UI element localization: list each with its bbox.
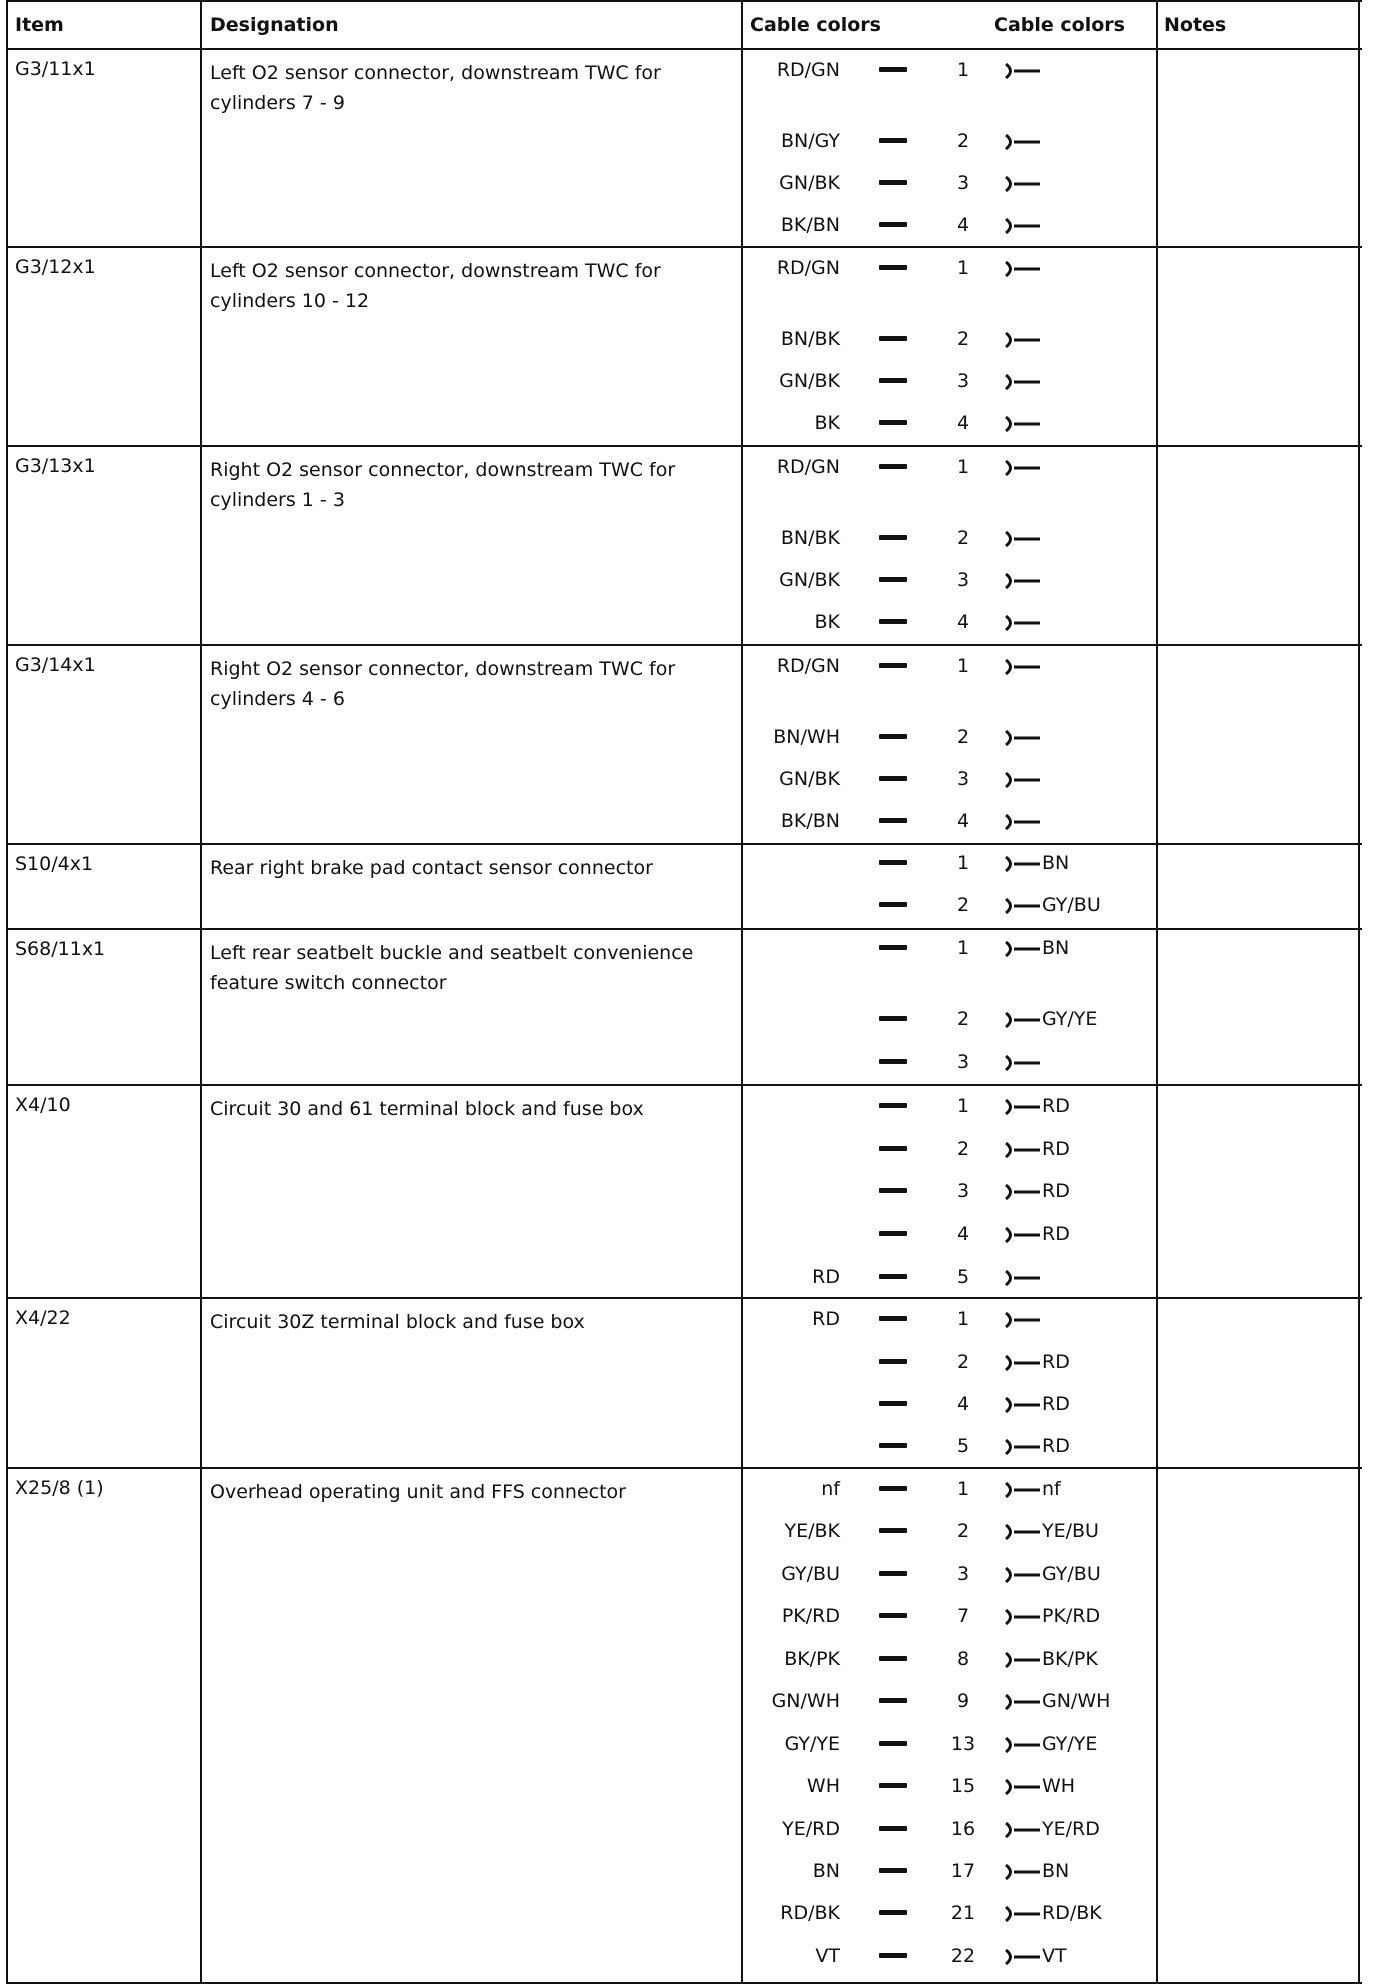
column-divider xyxy=(200,0,202,1984)
plug-line-icon xyxy=(879,1656,907,1661)
right-cable-color: GN/WH xyxy=(1042,1690,1111,1712)
pin-row xyxy=(746,1900,1166,1928)
socket-icon xyxy=(1002,936,1042,962)
left-cable-color: BK/BN xyxy=(780,810,840,832)
pin-number: 2 xyxy=(956,726,970,748)
pin-number: 4 xyxy=(956,412,970,434)
designation-text: Circuit 30 and 61 terminal block and fuse box xyxy=(210,1098,644,1120)
plug-line-icon xyxy=(879,1231,907,1236)
row-divider xyxy=(6,445,1362,447)
pin-row xyxy=(746,892,1166,920)
plug-line-icon xyxy=(879,1188,907,1193)
row-divider xyxy=(6,48,1362,50)
row-divider xyxy=(6,1297,1362,1299)
socket-icon xyxy=(1002,1307,1042,1333)
pin-row xyxy=(746,1136,1166,1164)
left-cable-color: BN/WH xyxy=(773,726,840,748)
pin-number: 1 xyxy=(956,655,970,677)
pin-row xyxy=(746,212,1166,240)
pin-number: 2 xyxy=(956,527,970,549)
pin-row xyxy=(746,170,1166,198)
right-cable-color: RD xyxy=(1042,1180,1070,1202)
plug-line-icon xyxy=(879,1571,907,1576)
socket-icon xyxy=(1002,213,1042,239)
left-cable-color: GN/BK xyxy=(779,768,840,790)
socket-icon xyxy=(1002,1050,1042,1076)
pin-number: 2 xyxy=(956,1138,970,1160)
plug-line-icon xyxy=(879,1059,907,1064)
pin-row xyxy=(746,1093,1166,1121)
plug-line-icon xyxy=(879,138,907,143)
item-code: S68/11x1 xyxy=(15,938,106,960)
socket-icon xyxy=(1002,58,1042,84)
plug-line-icon xyxy=(879,577,907,582)
socket-icon xyxy=(1002,1137,1042,1163)
left-cable-color: RD xyxy=(812,1308,840,1330)
pin-number: 8 xyxy=(956,1648,970,1670)
pin-number: 21 xyxy=(950,1902,976,1924)
pin-number: 3 xyxy=(956,1180,970,1202)
left-cable-color: GN/BK xyxy=(779,172,840,194)
row-divider xyxy=(6,1084,1362,1086)
socket-icon xyxy=(1002,526,1042,552)
plug-line-icon xyxy=(879,265,907,270)
plug-line-icon xyxy=(879,1359,907,1364)
right-cable-color: WH xyxy=(1042,1775,1076,1797)
item-code: G3/11x1 xyxy=(15,58,96,80)
pin-number: 3 xyxy=(956,569,970,591)
pin-number: 1 xyxy=(956,59,970,81)
pin-row xyxy=(746,1349,1166,1377)
plug-line-icon xyxy=(879,1868,907,1873)
left-cable-color: GN/BK xyxy=(779,569,840,591)
item-code: G3/12x1 xyxy=(15,256,96,278)
pin-row xyxy=(746,1646,1166,1674)
right-cable-color: BK/PK xyxy=(1042,1648,1098,1670)
left-cable-color: RD/BK xyxy=(780,1902,840,1924)
socket-icon xyxy=(1002,610,1042,636)
socket-icon xyxy=(1002,1519,1042,1545)
plug-line-icon xyxy=(879,464,907,469)
pin-number: 3 xyxy=(956,370,970,392)
plug-line-icon xyxy=(879,1783,907,1788)
pin-row xyxy=(746,1264,1166,1292)
socket-icon xyxy=(1002,1392,1042,1418)
pin-number: 2 xyxy=(956,328,970,350)
plug-line-icon xyxy=(879,1103,907,1108)
row-divider xyxy=(6,1982,1362,1984)
plug-line-icon xyxy=(879,1016,907,1021)
pin-row xyxy=(746,128,1166,156)
pin-number: 4 xyxy=(956,611,970,633)
left-cable-color: RD/GN xyxy=(776,456,840,478)
plug-line-icon xyxy=(879,1274,907,1279)
socket-icon xyxy=(1002,1094,1042,1120)
socket-icon xyxy=(1002,1007,1042,1033)
socket-icon xyxy=(1002,809,1042,835)
pin-number: 22 xyxy=(950,1945,976,1967)
left-cable-color: GY/BU xyxy=(781,1563,840,1585)
right-cable-color: RD xyxy=(1042,1223,1070,1245)
item-code: S10/4x1 xyxy=(15,853,94,875)
pin-row xyxy=(746,1518,1166,1546)
pin-row xyxy=(746,1943,1166,1971)
plug-line-icon xyxy=(879,1826,907,1831)
pin-row xyxy=(746,653,1166,681)
right-cable-color: nf xyxy=(1042,1478,1061,1500)
plug-line-icon xyxy=(879,378,907,383)
plug-line-icon xyxy=(879,1401,907,1406)
right-cable-color: PK/RD xyxy=(1042,1605,1101,1627)
item-code: G3/13x1 xyxy=(15,455,96,477)
pin-number: 1 xyxy=(956,1478,970,1500)
column-divider xyxy=(741,0,743,1984)
left-cable-color: PK/RD xyxy=(781,1605,840,1627)
socket-icon xyxy=(1002,767,1042,793)
pin-number: 1 xyxy=(956,1095,970,1117)
pin-row xyxy=(746,850,1166,878)
plug-line-icon xyxy=(879,1486,907,1491)
left-cable-color: YE/BK xyxy=(784,1520,840,1542)
socket-icon xyxy=(1002,1434,1042,1460)
designation-text: Right O2 sensor connector, downstream TWC for cylinders 1 - 3 xyxy=(210,459,676,511)
plug-line-icon xyxy=(879,776,907,781)
pin-number: 2 xyxy=(956,894,970,916)
pin-number: 1 xyxy=(956,257,970,279)
socket-icon xyxy=(1002,893,1042,919)
designation-text: Circuit 30Z terminal block and fuse box xyxy=(210,1311,585,1333)
plug-line-icon xyxy=(879,180,907,185)
plug-line-icon xyxy=(879,535,907,540)
plug-line-icon xyxy=(879,1910,907,1915)
pin-number: 17 xyxy=(950,1860,976,1882)
right-cable-color: BN xyxy=(1042,937,1070,959)
pin-number: 1 xyxy=(956,937,970,959)
right-cable-color: RD xyxy=(1042,1138,1070,1160)
plug-line-icon xyxy=(879,222,907,227)
socket-icon xyxy=(1002,725,1042,751)
pin-number: 1 xyxy=(956,852,970,874)
plug-line-icon xyxy=(879,1698,907,1703)
pin-number: 3 xyxy=(956,172,970,194)
item-code: G3/14x1 xyxy=(15,654,96,676)
right-cable-color: GY/YE xyxy=(1042,1008,1098,1030)
pin-number: 4 xyxy=(956,214,970,236)
plug-line-icon xyxy=(879,1443,907,1448)
right-cable-color: RD xyxy=(1042,1095,1070,1117)
socket-icon xyxy=(1002,411,1042,437)
right-cable-color: VT xyxy=(1042,1945,1067,1967)
socket-icon xyxy=(1002,1647,1042,1673)
right-cable-color: RD xyxy=(1042,1435,1070,1457)
socket-icon xyxy=(1002,1859,1042,1885)
pin-number: 7 xyxy=(956,1605,970,1627)
pin-number: 2 xyxy=(956,1520,970,1542)
plug-line-icon xyxy=(879,902,907,907)
pin-row xyxy=(746,1603,1166,1631)
socket-icon xyxy=(1002,1179,1042,1205)
socket-icon xyxy=(1002,1901,1042,1927)
socket-icon xyxy=(1002,851,1042,877)
header-cable-colors-right: Cable colors xyxy=(994,14,1125,36)
left-cable-color: BK/PK xyxy=(784,1648,840,1670)
left-cable-color: RD xyxy=(812,1266,840,1288)
left-cable-color: GN/BK xyxy=(779,370,840,392)
plug-line-icon xyxy=(879,1741,907,1746)
plug-line-icon xyxy=(879,1316,907,1321)
plug-line-icon xyxy=(879,945,907,950)
designation-text: Rear right brake pad contact sensor connector xyxy=(210,857,653,879)
designation-text: Left O2 sensor connector, downstream TWC for cylinders 7 - 9 xyxy=(210,62,661,114)
plug-line-icon xyxy=(879,67,907,72)
left-cable-color: BN xyxy=(812,1860,840,1882)
right-cable-color: GY/YE xyxy=(1042,1733,1098,1755)
left-cable-color: WH xyxy=(806,1775,840,1797)
column-divider xyxy=(6,0,8,1984)
pin-row xyxy=(746,808,1166,836)
pin-number: 9 xyxy=(956,1690,970,1712)
pin-row xyxy=(746,1561,1166,1589)
left-cable-color: BN/BK xyxy=(780,527,840,549)
pin-row xyxy=(746,368,1166,396)
left-cable-color: BK xyxy=(814,611,840,633)
left-cable-color: YE/RD xyxy=(782,1818,840,1840)
plug-line-icon xyxy=(879,1953,907,1958)
designation-text: Right O2 sensor connector, downstream TWC for cylinders 4 - 6 xyxy=(210,658,676,710)
designation-text: Overhead operating unit and FFS connector xyxy=(210,1481,626,1503)
pin-row xyxy=(746,935,1166,963)
pin-row xyxy=(746,525,1166,553)
socket-icon xyxy=(1002,1817,1042,1843)
pin-number: 4 xyxy=(956,810,970,832)
pin-number: 2 xyxy=(956,1008,970,1030)
pin-row xyxy=(746,1178,1166,1206)
left-cable-color: GY/YE xyxy=(784,1733,840,1755)
header-cable-colors-left: Cable colors xyxy=(750,14,881,36)
pin-row xyxy=(746,57,1166,85)
plug-line-icon xyxy=(879,818,907,823)
row-divider xyxy=(6,644,1362,646)
designation-text: Left O2 sensor connector, downstream TWC for cylinders 10 - 12 xyxy=(210,260,661,312)
pin-row xyxy=(746,410,1166,438)
designation-text: Left rear seatbelt buckle and seatbelt convenience feature switch connector xyxy=(210,942,694,994)
socket-icon xyxy=(1002,369,1042,395)
pin-row xyxy=(746,1731,1166,1759)
right-cable-color: BN xyxy=(1042,852,1070,874)
socket-icon xyxy=(1002,129,1042,155)
pin-row xyxy=(746,1221,1166,1249)
plug-line-icon xyxy=(879,1528,907,1533)
pin-row xyxy=(746,567,1166,595)
pin-row xyxy=(746,609,1166,637)
header-notes: Notes xyxy=(1164,14,1227,36)
socket-icon xyxy=(1002,1477,1042,1503)
pin-number: 1 xyxy=(956,456,970,478)
left-cable-color: RD/GN xyxy=(776,655,840,677)
socket-icon xyxy=(1002,1222,1042,1248)
pin-number: 3 xyxy=(956,768,970,790)
column-divider xyxy=(1358,0,1360,1984)
left-cable-color: BN/GY xyxy=(780,130,840,152)
plug-line-icon xyxy=(879,1146,907,1151)
pin-row xyxy=(746,1476,1166,1504)
header-item: Item xyxy=(15,14,64,36)
pin-number: 3 xyxy=(956,1563,970,1585)
pin-number: 2 xyxy=(956,130,970,152)
plug-line-icon xyxy=(879,734,907,739)
socket-icon xyxy=(1002,1774,1042,1800)
right-cable-color: GY/BU xyxy=(1042,1563,1101,1585)
pin-row xyxy=(746,1816,1166,1844)
right-cable-color: YE/BU xyxy=(1042,1520,1099,1542)
row-divider xyxy=(6,0,1362,2)
socket-icon xyxy=(1002,1604,1042,1630)
pin-number: 13 xyxy=(950,1733,976,1755)
row-divider xyxy=(6,843,1362,845)
pin-row xyxy=(746,454,1166,482)
pin-row xyxy=(746,1006,1166,1034)
pin-number: 3 xyxy=(956,1051,970,1073)
socket-icon xyxy=(1002,327,1042,353)
right-cable-color: RD xyxy=(1042,1351,1070,1373)
left-cable-color: GN/WH xyxy=(771,1690,840,1712)
pin-number: 15 xyxy=(950,1775,976,1797)
row-divider xyxy=(6,928,1362,930)
pin-number: 1 xyxy=(956,1308,970,1330)
pin-row xyxy=(746,326,1166,354)
socket-icon xyxy=(1002,455,1042,481)
left-cable-color: RD/GN xyxy=(776,257,840,279)
right-cable-color: YE/RD xyxy=(1042,1818,1100,1840)
row-divider xyxy=(6,246,1362,248)
socket-icon xyxy=(1002,1944,1042,1970)
socket-icon xyxy=(1002,256,1042,282)
pin-number: 4 xyxy=(956,1223,970,1245)
socket-icon xyxy=(1002,1562,1042,1588)
pin-row xyxy=(746,1773,1166,1801)
pin-row xyxy=(746,766,1166,794)
pin-number: 16 xyxy=(950,1818,976,1840)
pin-row xyxy=(746,1391,1166,1419)
pin-number: 5 xyxy=(956,1435,970,1457)
row-divider xyxy=(6,1467,1362,1469)
socket-icon xyxy=(1002,1350,1042,1376)
right-cable-color: GY/BU xyxy=(1042,894,1101,916)
left-cable-color: BN/BK xyxy=(780,328,840,350)
pin-row xyxy=(746,1688,1166,1716)
pin-row xyxy=(746,255,1166,283)
right-cable-color: RD/BK xyxy=(1042,1902,1102,1924)
socket-icon xyxy=(1002,1689,1042,1715)
plug-line-icon xyxy=(879,663,907,668)
header-designation: Designation xyxy=(210,14,339,36)
right-cable-color: BN xyxy=(1042,1860,1070,1882)
socket-icon xyxy=(1002,568,1042,594)
pin-number: 5 xyxy=(956,1266,970,1288)
left-cable-color: VT xyxy=(815,1945,840,1967)
item-code: X4/10 xyxy=(15,1094,71,1116)
item-code: X25/8 (1) xyxy=(15,1477,104,1499)
pin-row xyxy=(746,1858,1166,1886)
plug-line-icon xyxy=(879,1613,907,1618)
pin-row xyxy=(746,1306,1166,1334)
left-cable-color: BK xyxy=(814,412,840,434)
left-cable-color: RD/GN xyxy=(776,59,840,81)
socket-icon xyxy=(1002,1732,1042,1758)
socket-icon xyxy=(1002,171,1042,197)
left-cable-color: BK/BN xyxy=(780,214,840,236)
plug-line-icon xyxy=(879,420,907,425)
socket-icon xyxy=(1002,1265,1042,1291)
pin-number: 4 xyxy=(956,1393,970,1415)
plug-line-icon xyxy=(879,619,907,624)
wiring-table xyxy=(6,0,1362,1984)
plug-line-icon xyxy=(879,336,907,341)
pin-row xyxy=(746,1433,1166,1461)
pin-row xyxy=(746,1049,1166,1077)
socket-icon xyxy=(1002,654,1042,680)
right-cable-color: RD xyxy=(1042,1393,1070,1415)
pin-row xyxy=(746,724,1166,752)
left-cable-color: nf xyxy=(821,1478,840,1500)
item-code: X4/22 xyxy=(15,1307,71,1329)
plug-line-icon xyxy=(879,860,907,865)
column-divider xyxy=(1156,0,1158,1984)
pin-number: 2 xyxy=(956,1351,970,1373)
